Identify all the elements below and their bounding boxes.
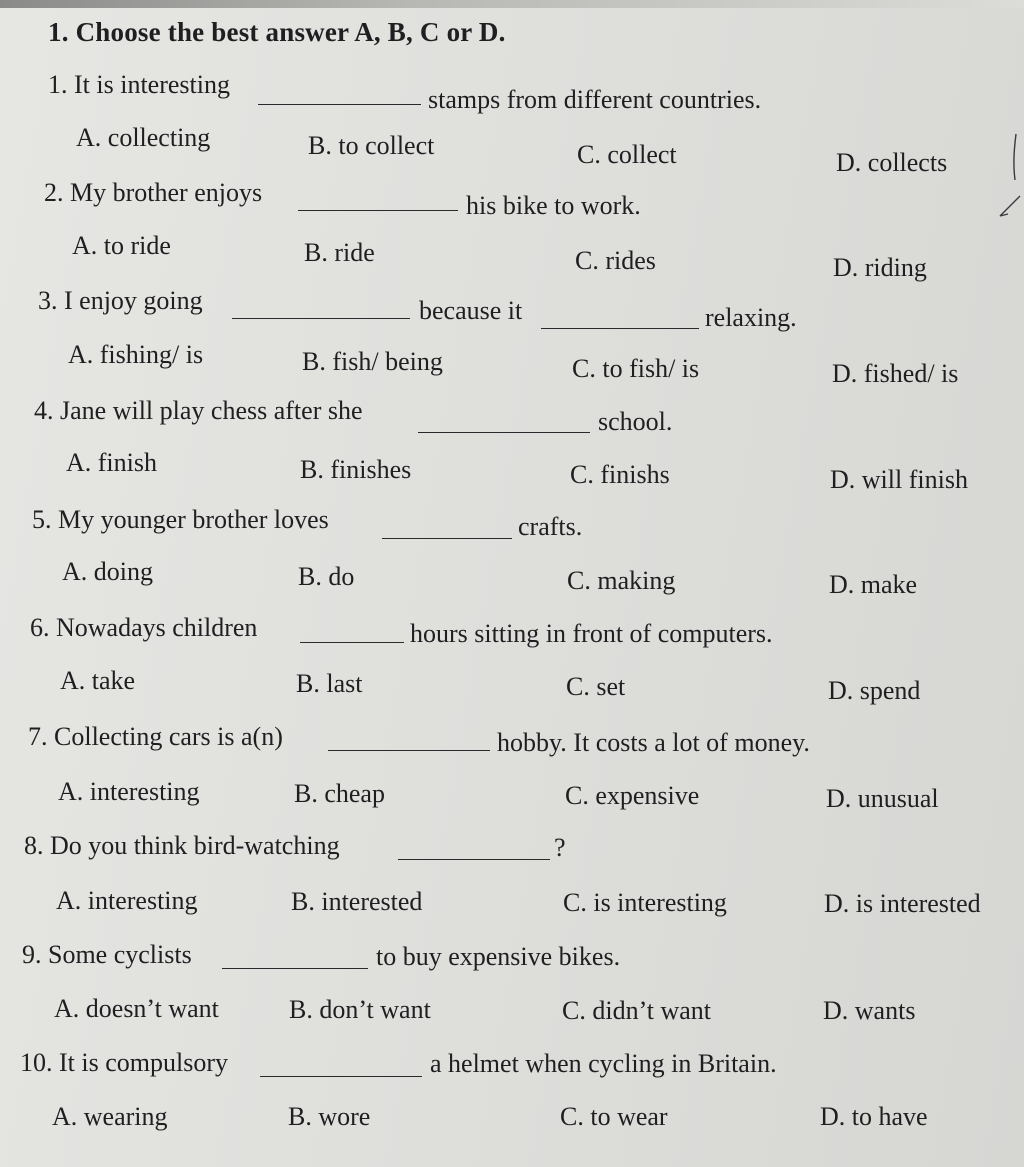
question-1-option-a[interactable]: A. collecting bbox=[76, 123, 211, 152]
question-10-text: 10. It is compulsory bbox=[20, 1048, 228, 1077]
question-3-text: 3. I enjoy going bbox=[38, 286, 203, 315]
question-8-option-a[interactable]: A. interesting bbox=[56, 886, 198, 915]
question-8-option-b[interactable]: B. interested bbox=[291, 887, 423, 916]
question-5-option-b[interactable]: B. do bbox=[298, 562, 355, 591]
question-2-option-c[interactable]: C. rides bbox=[575, 246, 656, 275]
question-4-option-b[interactable]: B. finishes bbox=[300, 455, 412, 484]
question-7-option-a[interactable]: A. interesting bbox=[58, 777, 200, 806]
question-8-text: ? bbox=[554, 833, 566, 862]
question-5-option-c[interactable]: C. making bbox=[567, 566, 676, 595]
question-6-text: 6. Nowadays children bbox=[30, 613, 258, 642]
question-10-text: a helmet when cycling in Britain. bbox=[430, 1049, 777, 1078]
question-6-option-d[interactable]: D. spend bbox=[828, 676, 921, 705]
question-3-option-a[interactable]: A. fishing/ is bbox=[68, 340, 204, 369]
question-2-text: 2. My brother enjoys bbox=[44, 178, 263, 207]
question-2-option-b[interactable]: B. ride bbox=[304, 238, 375, 267]
question-9-option-d[interactable]: D. wants bbox=[823, 996, 916, 1025]
question-7-option-b[interactable]: B. cheap bbox=[294, 779, 385, 808]
question-8-option-d[interactable]: D. is interested bbox=[824, 889, 981, 918]
question-1-blank[interactable] bbox=[258, 104, 421, 105]
question-6-option-a[interactable]: A. take bbox=[60, 666, 136, 695]
question-6-option-c[interactable]: C. set bbox=[566, 672, 626, 701]
question-8-blank[interactable] bbox=[398, 859, 550, 860]
question-1-text: stamps from different countries. bbox=[428, 85, 762, 114]
question-6-option-b[interactable]: B. last bbox=[296, 669, 363, 698]
question-7-text: hobby. It costs a lot of money. bbox=[497, 728, 810, 757]
question-3-option-b[interactable]: B. fish/ being bbox=[302, 347, 443, 376]
question-5-option-d[interactable]: D. make bbox=[829, 570, 918, 599]
question-4-option-c[interactable]: C. finishs bbox=[570, 460, 670, 489]
question-8-option-c[interactable]: C. is interesting bbox=[563, 888, 727, 917]
question-2-blank[interactable] bbox=[298, 210, 458, 211]
question-2-text: his bike to work. bbox=[466, 191, 641, 220]
question-9-blank[interactable] bbox=[222, 968, 368, 969]
question-7-option-d[interactable]: D. unusual bbox=[826, 784, 939, 813]
question-6-blank[interactable] bbox=[300, 642, 404, 643]
question-3-text: relaxing. bbox=[705, 303, 797, 332]
question-9-text: 9. Some cyclists bbox=[22, 940, 192, 969]
question-7-blank[interactable] bbox=[328, 750, 490, 751]
question-5-text: 5. My younger brother loves bbox=[32, 505, 329, 534]
question-4-option-a[interactable]: A. finish bbox=[66, 448, 157, 477]
page-edge-shadow bbox=[0, 0, 1024, 8]
question-1-option-c[interactable]: C. collect bbox=[577, 140, 677, 169]
question-4-text: 4. Jane will play chess after she bbox=[34, 396, 363, 425]
pen-mark-icon bbox=[994, 130, 1022, 230]
question-9-option-c[interactable]: C. didn’t want bbox=[562, 996, 712, 1025]
question-10-option-c[interactable]: C. to wear bbox=[560, 1102, 668, 1131]
question-4-text: school. bbox=[598, 407, 673, 436]
question-10-option-a[interactable]: A. wearing bbox=[52, 1102, 168, 1131]
question-4-blank[interactable] bbox=[418, 432, 590, 433]
question-5-text: crafts. bbox=[518, 512, 583, 541]
question-6-text: hours sitting in front of computers. bbox=[410, 619, 773, 648]
question-3-option-c[interactable]: C. to fish/ is bbox=[572, 354, 700, 383]
question-10-option-b[interactable]: B. wore bbox=[288, 1102, 371, 1131]
question-2-option-d[interactable]: D. riding bbox=[833, 253, 927, 282]
question-3-option-d[interactable]: D. fished/ is bbox=[832, 359, 959, 388]
question-9-text: to buy expensive bikes. bbox=[376, 942, 621, 971]
question-8-text: 8. Do you think bird-watching bbox=[24, 831, 340, 860]
question-5-blank[interactable] bbox=[382, 538, 512, 539]
question-3-blank-1[interactable] bbox=[232, 318, 410, 319]
question-9-option-a[interactable]: A. doesn’t want bbox=[54, 994, 219, 1023]
question-3-text: because it bbox=[419, 296, 523, 325]
question-1-text: 1. It is interesting bbox=[48, 70, 230, 99]
question-1-option-b[interactable]: B. to collect bbox=[308, 131, 435, 160]
exercise-title: 1. Choose the best answer A, B, C or D. bbox=[48, 17, 506, 47]
question-3-blank-2[interactable] bbox=[541, 328, 699, 329]
question-2-option-a[interactable]: A. to ride bbox=[72, 231, 171, 260]
question-4-option-d[interactable]: D. will finish bbox=[830, 465, 968, 494]
question-10-option-d[interactable]: D. to have bbox=[820, 1102, 928, 1131]
question-9-option-b[interactable]: B. don’t want bbox=[289, 995, 431, 1024]
question-7-option-c[interactable]: C. expensive bbox=[565, 781, 700, 810]
question-10-blank[interactable] bbox=[260, 1076, 422, 1077]
question-1-option-d[interactable]: D. collects bbox=[836, 148, 948, 177]
question-7-text: 7. Collecting cars is a(n) bbox=[28, 722, 283, 751]
question-5-option-a[interactable]: A. doing bbox=[62, 557, 153, 586]
